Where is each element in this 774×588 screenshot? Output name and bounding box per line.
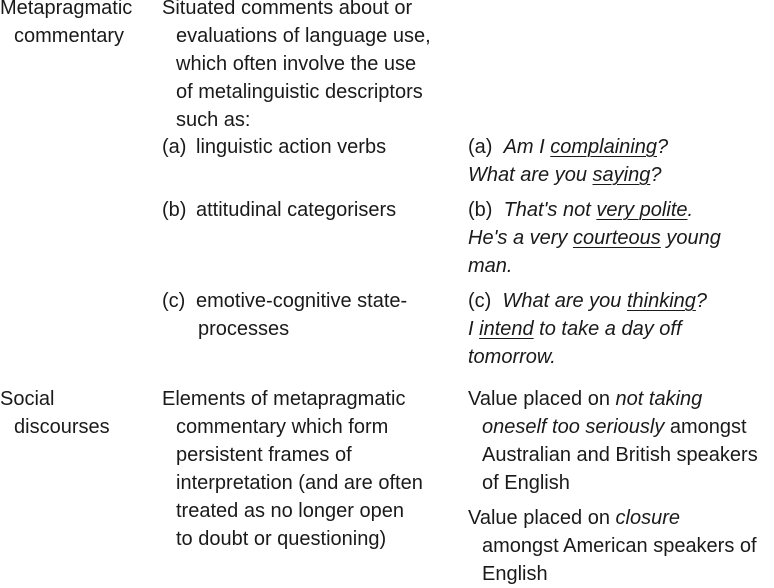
example-italic: oneself too seriously bbox=[482, 416, 665, 438]
term-social-discourses bbox=[0, 385, 158, 441]
example-american bbox=[468, 504, 774, 588]
example-line bbox=[468, 343, 774, 371]
item-b bbox=[162, 196, 458, 224]
item-label: (a) bbox=[162, 136, 187, 158]
example-text: He's a very bbox=[468, 227, 573, 249]
example-text: I bbox=[468, 318, 480, 340]
example-line: amongst American speakers of bbox=[482, 535, 757, 557]
example-text: What are you bbox=[502, 290, 627, 312]
example-underlined: very polite bbox=[596, 199, 688, 221]
example-line bbox=[468, 252, 774, 280]
item-a bbox=[162, 133, 458, 161]
definition-line: such as: bbox=[176, 109, 251, 131]
item-label: (c) bbox=[162, 290, 186, 312]
example-australian-british bbox=[468, 385, 774, 497]
example-text: Am I bbox=[503, 136, 551, 158]
example-text: ? bbox=[650, 164, 662, 186]
example-label: (c) bbox=[468, 290, 492, 312]
example-line bbox=[468, 287, 774, 315]
example-italic: closure bbox=[615, 507, 681, 529]
definition-line: of metalinguistic descriptors bbox=[176, 81, 423, 103]
definition-line: to doubt or questioning) bbox=[176, 528, 387, 550]
definition-line: commentary which form bbox=[176, 416, 389, 438]
example-underlined: complaining bbox=[550, 136, 657, 158]
definition-line: Elements of metapragmatic bbox=[162, 388, 406, 410]
term-line: discourses bbox=[14, 416, 110, 438]
example-text: That's not bbox=[503, 199, 597, 221]
example-line bbox=[468, 133, 774, 161]
example-line bbox=[468, 504, 774, 532]
example-line bbox=[468, 413, 774, 441]
example-line bbox=[468, 224, 774, 252]
term-line: Metapragmatic bbox=[0, 0, 133, 19]
item-text: attitudinal categorisers bbox=[196, 199, 397, 221]
definition-line: interpretation (and are often bbox=[176, 472, 423, 494]
example-text: . bbox=[687, 199, 694, 221]
example-text: young bbox=[660, 227, 721, 249]
example-text: amongst bbox=[664, 416, 747, 438]
example-italic: not taking bbox=[615, 388, 703, 410]
definition-line: treated as no longer open bbox=[176, 500, 404, 522]
definition-social-discourses bbox=[162, 385, 458, 553]
example-underlined: courteous bbox=[572, 227, 661, 249]
example-text: ? bbox=[656, 136, 669, 158]
example-text: ? bbox=[695, 290, 708, 312]
definition-line: evaluations of language use, bbox=[176, 25, 431, 47]
item-text: processes bbox=[198, 318, 290, 340]
example-text: Value placed on bbox=[468, 507, 616, 529]
example-line bbox=[468, 196, 774, 224]
example-underlined: intend bbox=[479, 318, 534, 340]
example-line: English bbox=[482, 563, 548, 585]
example-text: tomorrow. bbox=[468, 346, 556, 368]
example-c bbox=[468, 287, 774, 371]
example-line bbox=[468, 385, 774, 413]
item-c bbox=[162, 287, 458, 343]
example-text: Value placed on bbox=[468, 388, 616, 410]
example-line bbox=[468, 315, 774, 343]
example-text: man. bbox=[468, 255, 513, 277]
example-underlined: saying bbox=[592, 164, 651, 186]
example-line: Australian and British speakers bbox=[482, 444, 758, 466]
example-text: to take a day off bbox=[533, 318, 682, 340]
definition-line: Situated comments about or bbox=[162, 0, 413, 19]
example-line: of English bbox=[482, 472, 570, 494]
example-text: What are you bbox=[468, 164, 593, 186]
example-a bbox=[468, 133, 774, 189]
example-label: (a) bbox=[468, 136, 493, 158]
example-underlined: thinking bbox=[626, 290, 696, 312]
example-label: (b) bbox=[468, 199, 493, 221]
item-text: emotive-cognitive state- bbox=[196, 290, 408, 312]
term-line: commentary bbox=[14, 25, 125, 47]
item-text: linguistic action verbs bbox=[196, 136, 387, 158]
term-metapragmatic-commentary bbox=[0, 0, 158, 50]
definition-metapragmatic-commentary bbox=[162, 0, 458, 134]
definition-line: persistent frames of bbox=[176, 444, 352, 466]
item-label: (b) bbox=[162, 199, 187, 221]
example-b bbox=[468, 196, 774, 280]
term-line: Social bbox=[0, 388, 55, 410]
example-line bbox=[468, 161, 774, 189]
definition-line: which often involve the use bbox=[176, 53, 417, 75]
